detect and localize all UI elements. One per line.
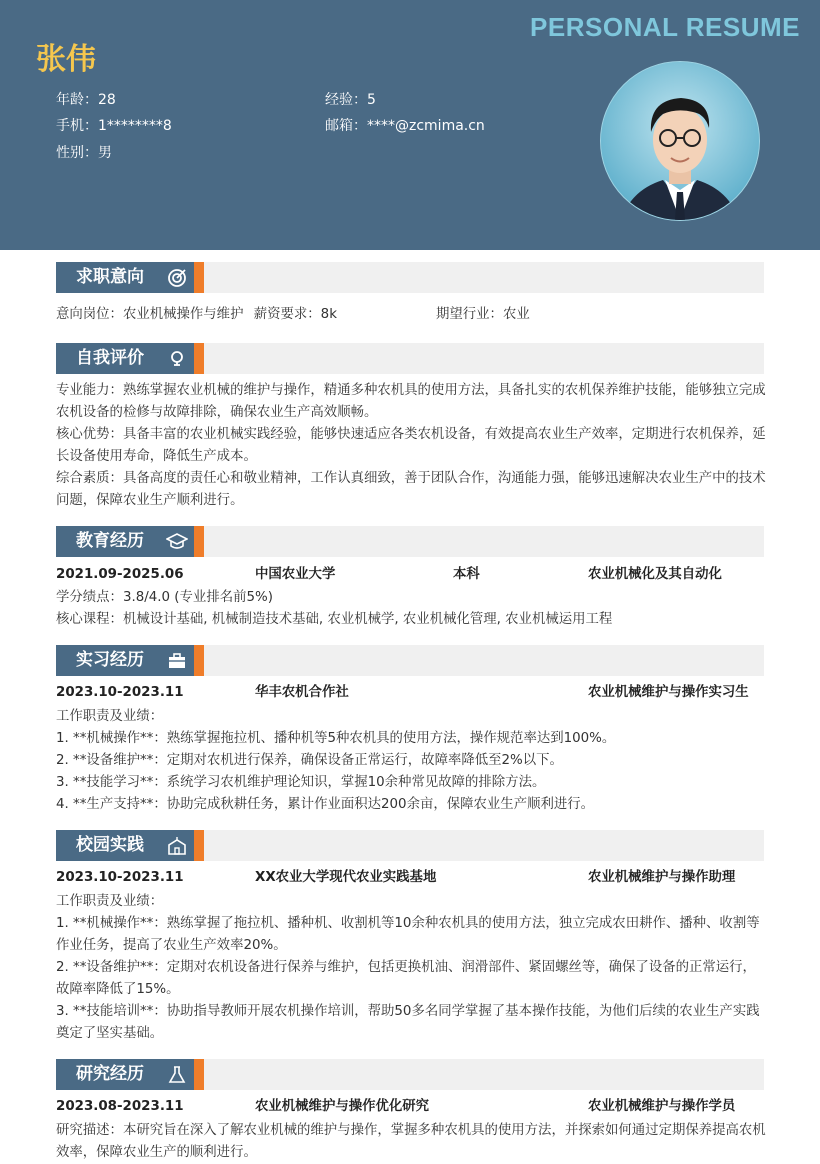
intern-intro: 工作职责及业绩： [56, 709, 164, 724]
edu-courses: 核心课程：机械设计基础, 机械制造技术基础, 农业机械学, 农业机械化管理, 农业机械运用工程 [56, 612, 613, 627]
section-header-education [56, 526, 764, 557]
section-title: 实习经历 [76, 650, 144, 670]
self-eval-quality: 综合素质：具备高度的责任心和敬业精神，工作认真细致，善于团队合作，沟通能力强，能够迅速解决农业生产中的技术问题，保障农业生产顺利进行。 [56, 471, 766, 508]
graduation-cap-icon [166, 531, 188, 553]
research-role: 农业机械维护与操作学员 [588, 1099, 736, 1114]
list-item: 3. **技能培训**：协助指导教师开展农机操作培训，帮助50多名同学掌握了基本操作技能，为他们后续的农业生产实践奠定了坚实基础。 [56, 1004, 760, 1041]
edu-degree: 本科 [453, 567, 480, 582]
intern-org: 华丰农机合作社 [255, 685, 349, 700]
self-eval-strength: 核心优势：具备丰富的农业机械实践经验，能够快速适应各类农机设备，有效提高农业生产效率，定期进行农机保养，延长设备使用寿命，降低生产成本。 [56, 427, 766, 464]
edu-date: 2021.09-2025.06 [56, 567, 184, 582]
campus-role: 农业机械维护与操作助理 [588, 870, 736, 885]
intent-position: 意向岗位：农业机械操作与维护 [56, 307, 244, 322]
flask-icon [166, 1064, 188, 1086]
section-header-research [56, 1059, 764, 1090]
edu-major: 农业机械化及其自动化 [588, 567, 722, 582]
edu-school: 中国农业大学 [255, 567, 336, 582]
lightbulb-icon [166, 348, 188, 370]
section-header-self-eval [56, 343, 764, 374]
intent-salary: 薪资要求：8k [253, 307, 337, 322]
section-title: 校园实践 [76, 835, 144, 855]
avatar [600, 61, 760, 221]
phone-field: 手机：1********8 [56, 118, 172, 134]
list-item: 1. **机械操作**：熟练掌握拖拉机、播种机等5种农机具的使用方法，操作规范率达到100%。 [56, 731, 616, 746]
campus-date: 2023.10-2023.11 [56, 870, 184, 885]
research-desc: 研究描述：本研究旨在深入了解农业机械的维护与操作，掌握多种农机具的使用方法，并探索如何通过定期保养提高农机效率，保障农业生产的顺利进行。 [56, 1123, 766, 1160]
section-title: 教育经历 [76, 531, 144, 551]
gender-field: 性别：男 [56, 145, 112, 161]
candidate-name: 张伟 [36, 42, 96, 77]
section-header-job-intent [56, 262, 764, 293]
school-building-icon [166, 835, 188, 857]
campus-details [56, 891, 766, 1045]
resume-title: PERSONAL RESUME [530, 12, 800, 42]
section-title: 自我评价 [76, 348, 144, 368]
job-intent-row [56, 304, 766, 326]
age-field: 年龄：28 [56, 92, 116, 108]
campus-intro: 工作职责及业绩： [56, 894, 164, 909]
section-title: 求职意向 [76, 267, 144, 287]
list-item: 1. **机械操作**：熟练掌握了拖拉机、播种机、收割机等10余种农机具的使用方法，独立完成农田耕作、播种、收割等作业任务，提高了农业生产效率20%。 [56, 916, 760, 953]
section-header-internship [56, 645, 764, 676]
section-header-campus [56, 830, 764, 861]
intern-details [56, 706, 766, 816]
research-project: 农业机械维护与操作优化研究 [255, 1099, 430, 1114]
edu-details [56, 587, 766, 631]
section-title: 研究经历 [76, 1064, 144, 1084]
self-eval-text [56, 380, 766, 512]
header-banner [0, 0, 820, 250]
email-field: 邮箱：****@zcmima.cn [325, 118, 485, 134]
briefcase-icon [166, 650, 188, 672]
list-item: 2. **设备维护**：定期对农机设备进行保养与维护，包括更换机油、润滑部件、紧固螺丝等，确保了设备的正常运行，故障率降低了15%。 [56, 960, 756, 997]
list-item: 2. **设备维护**：定期对农机进行保养，确保设备正常运行，故障率降低至2%以下。 [56, 753, 563, 768]
research-date: 2023.08-2023.11 [56, 1099, 184, 1114]
experience-field: 经验：5 [325, 92, 376, 108]
list-item: 4. **生产支持**：协助完成秋耕任务，累计作业面积达200余亩，保障农业生产顺利进行。 [56, 797, 595, 812]
intern-date: 2023.10-2023.11 [56, 685, 184, 700]
edu-gpa: 学分绩点：3.8/4.0 (专业排名前5%) [56, 590, 273, 605]
intent-industry: 期望行业：农业 [436, 307, 530, 322]
self-eval-skill: 专业能力：熟练掌握农业机械的维护与操作，精通多种农机具的使用方法，具备扎实的农机保养维护技能，能够独立完成农机设备的检修与故障排除，确保农业生产高效顺畅。 [56, 383, 766, 420]
list-item: 3. **技能学习**：系统学习农机维护理论知识，掌握10余种常见故障的排除方法。 [56, 775, 546, 790]
campus-org: XX农业大学现代农业实践基地 [255, 870, 437, 885]
intern-role: 农业机械维护与操作实习生 [588, 685, 749, 700]
target-icon [166, 267, 188, 289]
